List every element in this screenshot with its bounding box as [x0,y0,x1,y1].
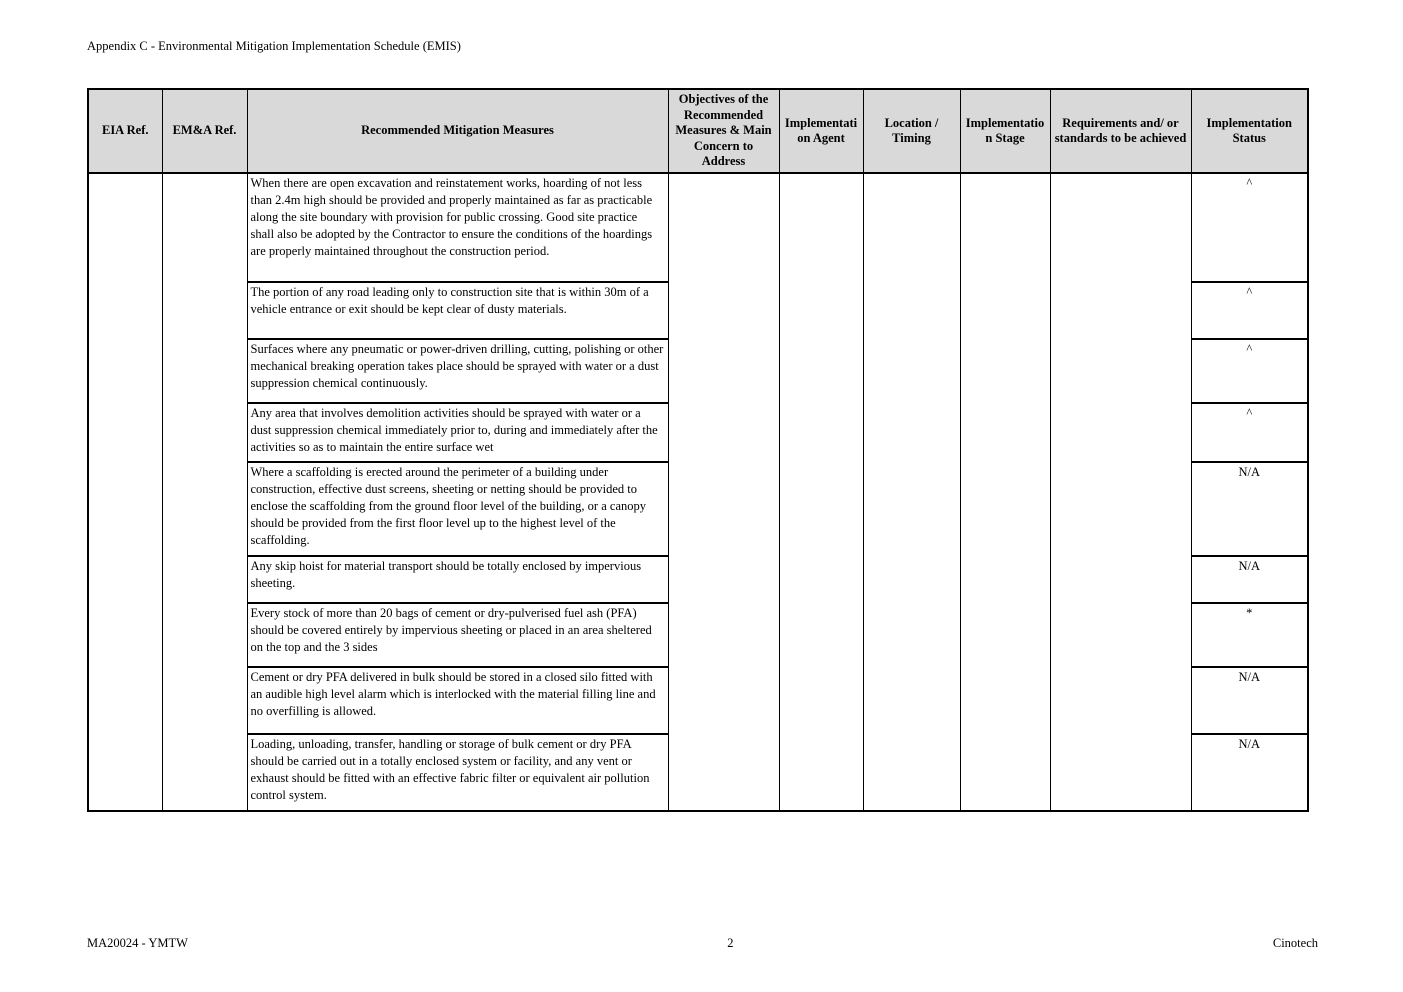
column-header-recommended-mitigation-measures: Recommended Mitigation Measures [247,89,668,173]
status-cell: N/A [1191,556,1308,603]
column-header-implementation-agent: Implementation Agent [779,89,863,173]
location-timing-column-cell [863,173,960,811]
column-header-objectives: Objectives of the Recommended Measures & Main Concern to Address [668,89,779,173]
status-cell: ^ [1191,403,1308,462]
status-cell: N/A [1191,734,1308,811]
implementation-stage-column-cell [960,173,1050,811]
status-cell: ^ [1191,339,1308,403]
requirements-column-cell [1050,173,1191,811]
column-header-eia-ref: EIA Ref. [88,89,162,173]
column-header-requirements: Requirements and/ or standards to be achieved [1050,89,1191,173]
emis-table [87,88,1309,812]
eia-ref-column-cell [88,173,162,811]
status-cell: ^ [1191,173,1308,282]
status-cell: * [1191,603,1308,667]
status-cell: N/A [1191,462,1308,556]
objectives-column-cell [668,173,779,811]
measure-cell: Any area that involves demolition activities should be sprayed with water or a dust suppression chemical immediately prior to, during and immediately after the activities so as to maintain the entire surface wet [247,403,668,462]
measure-cell: Any skip hoist for material transport should be totally enclosed by impervious sheeting. [247,556,668,603]
measure-cell: Every stock of more than 20 bags of cement or dry-pulverised fuel ash (PFA) should be covered entirely by impervious sheeting or placed in an area sheltered on the top and the 3 sides [247,603,668,667]
footer-project-ref: MA20024 - YMTW [87,936,188,950]
document-title: Appendix C - Environmental Mitigation Implementation Schedule (EMIS) [87,39,461,53]
page-footer [87,936,1318,951]
measure-cell: Loading, unloading, transfer, handling or storage of bulk cement or dry PFA should be carried out in a totally enclosed system or facility, and any vent or exhaust should be fitted with an effective fabric filter or equivalent air pollution control system. [247,734,668,811]
table-row-1 [88,173,1308,282]
column-header-implementation-status: Implementation Status [1191,89,1308,173]
status-cell: N/A [1191,667,1308,734]
column-header-ema-ref: EM&A Ref. [162,89,247,173]
column-header-implementation-stage: Implementation Stage [960,89,1050,173]
footer-company: Cinotech [1272,936,1318,950]
status-cell: ^ [1191,282,1308,339]
measure-cell: Surfaces where any pneumatic or power-driven drilling, cutting, polishing or other mechanical breaking operation takes place should be sprayed with water or a dust suppression chemical continuously. [247,339,668,403]
table-header-row [88,89,1308,173]
implementation-agent-column-cell [779,173,863,811]
measure-cell: Where a scaffolding is erected around the perimeter of a building under construction, effective dust screens, sheeting or netting should be provided to enclose the scaffolding from the ground floor level of the building, or a canopy should be provided from the first floor level up to the highest level of the scaffolding. [247,462,668,556]
ema-ref-column-cell [162,173,247,811]
measure-cell: Cement or dry PFA delivered in bulk should be stored in a closed silo fitted with an audible high level alarm which is interlocked with the material filling line and no overfilling is allowed. [247,667,668,734]
footer-page-number: 2 [727,936,734,950]
measure-cell: The portion of any road leading only to construction site that is within 30m of a vehicle entrance or exit should be kept clear of dusty materials. [247,282,668,339]
column-header-location-timing: Location / Timing [863,89,960,173]
measure-cell: When there are open excavation and reinstatement works, hoarding of not less than 2.4m high should be provided and properly maintained as far as practicable along the site boundary with provision for public crossing. Good site practice shall also be adopted by the Contractor to ensure the conditions of the hoardings are properly maintained throughout the construction period. [247,173,668,282]
